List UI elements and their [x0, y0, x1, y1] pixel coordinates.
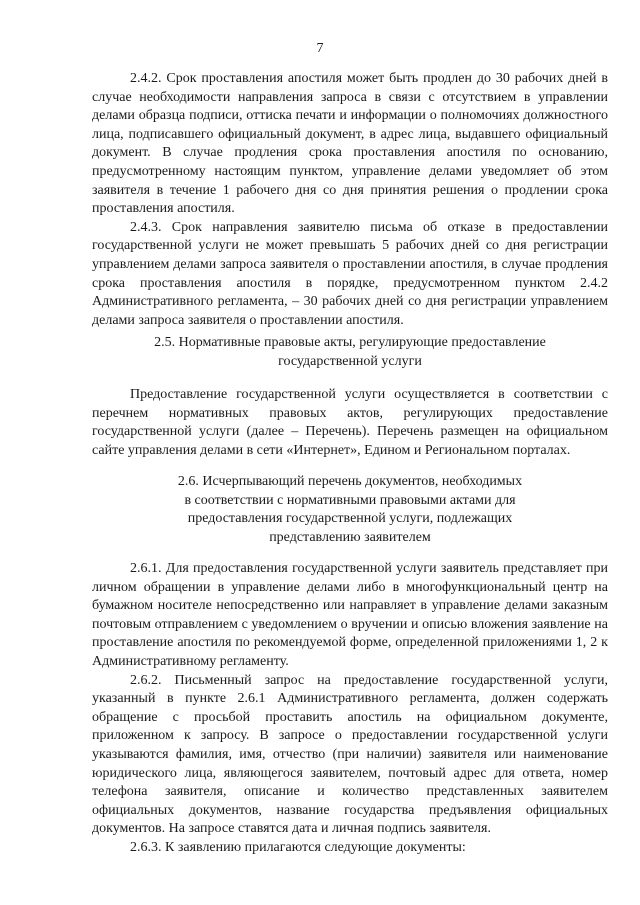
heading-2-5-line-2: государственной услуги: [278, 353, 422, 369]
paragraph-2-5: Предоставление государственной услуги осуществляется в соответствии с перечнем нормативных правовых актов, регулирующих предоставление государственной услуги (далее – Перечень). Перечень размещен на официальном сайте управления делами в сети «Интернет», Едином и Региональном порталах.: [92, 387, 608, 458]
heading-2-6-line-1: 2.6. Исчерпывающий перечень документов, необходимых: [177, 474, 523, 489]
page-number: 7: [316, 41, 324, 56]
heading-2-5-line-1: 2.5. Нормативные правовые акты, регулирующие предоставление: [154, 335, 546, 350]
paragraph-2-6-1: 2.6.1. Для предоставления государственной услуги заявитель представляет при личном обращении в управление делами либо в многофункциональный центр на бумажном носителе непосредственно или направляет в управление делами заказным почтовым отправлением с уведомлением о вручении и описью вложения заявление на проставление апостиля по рекомендуемой форме, определенной приложениями 1, 2 к Административному регламенту.: [92, 561, 608, 669]
heading-2-6-line-2: в соответствии с нормативными правовыми актами для: [184, 492, 516, 508]
section-2-5-block: [92, 386, 608, 460]
paragraph-2-4-2: 2.4.2. Срок проставления апостиля может быть продлен до 30 рабочих дней в случае необходимости направления запроса в связи с отсутствием в управлении делами образца подписи, оттиска печати и информации о полномочиях должностного лица, подписавшего официальный документ, в адрес лица, выдавшего официальный документ. В случае продления срока проставления апостиля по основанию, предусмотренному настоящим пунктом, управление делами уведомляет об этом заявителя в течение 1 рабочего дня со дня принятия решения о продлении срока проставления апостиля.: [92, 71, 608, 217]
heading-2-6-line-4: представлению заявителем: [269, 529, 431, 545]
paragraph-2-4-3: 2.4.3. Срок направления заявителю письма об отказе в предоставлении государственной услуги не может превышать 5 рабочих дней со дня регистрации управлением делами запроса заявителя о проставлении апостиля, в случае продления срока проставления апостиля в порядке, предусмотренном пунктом 2.4.2 Административного регламента, – 30 рабочих дней со дня регистрации управлением делами запроса заявителя о проставлении апостиля.: [92, 219, 608, 328]
paragraph-2-6-2: 2.6.2. Письменный запрос на предоставление государственной услуги, указанный в пункте 2.6.1 Административного регламента, должен содержать обращение с просьбой проставить апостиль на официальном документе, приложенном к запросу. В запросе о предоставлении государственной услуги указываются фамилия, имя, отчество (при наличии) заявителя или наименование юридического лица, являющегося заявителем, почтовый адрес для ответа, номер телефона заявителя, описание и количество представленных заявителем официальных документов, название государства предъявления официальных документов. На запросе ставятся дата и личная подпись заявителя.: [92, 672, 608, 837]
section-2-4-block: [92, 70, 608, 330]
heading-2-6-line-3: предоставления государственной услуги, подлежащих: [187, 511, 513, 527]
heading-2-6: [92, 473, 608, 547]
section-2-6-block: [92, 560, 608, 858]
paragraph-2-6-3: 2.6.3. К заявлению прилагаются следующие документы:: [130, 839, 466, 855]
heading-2-5: [92, 334, 608, 371]
